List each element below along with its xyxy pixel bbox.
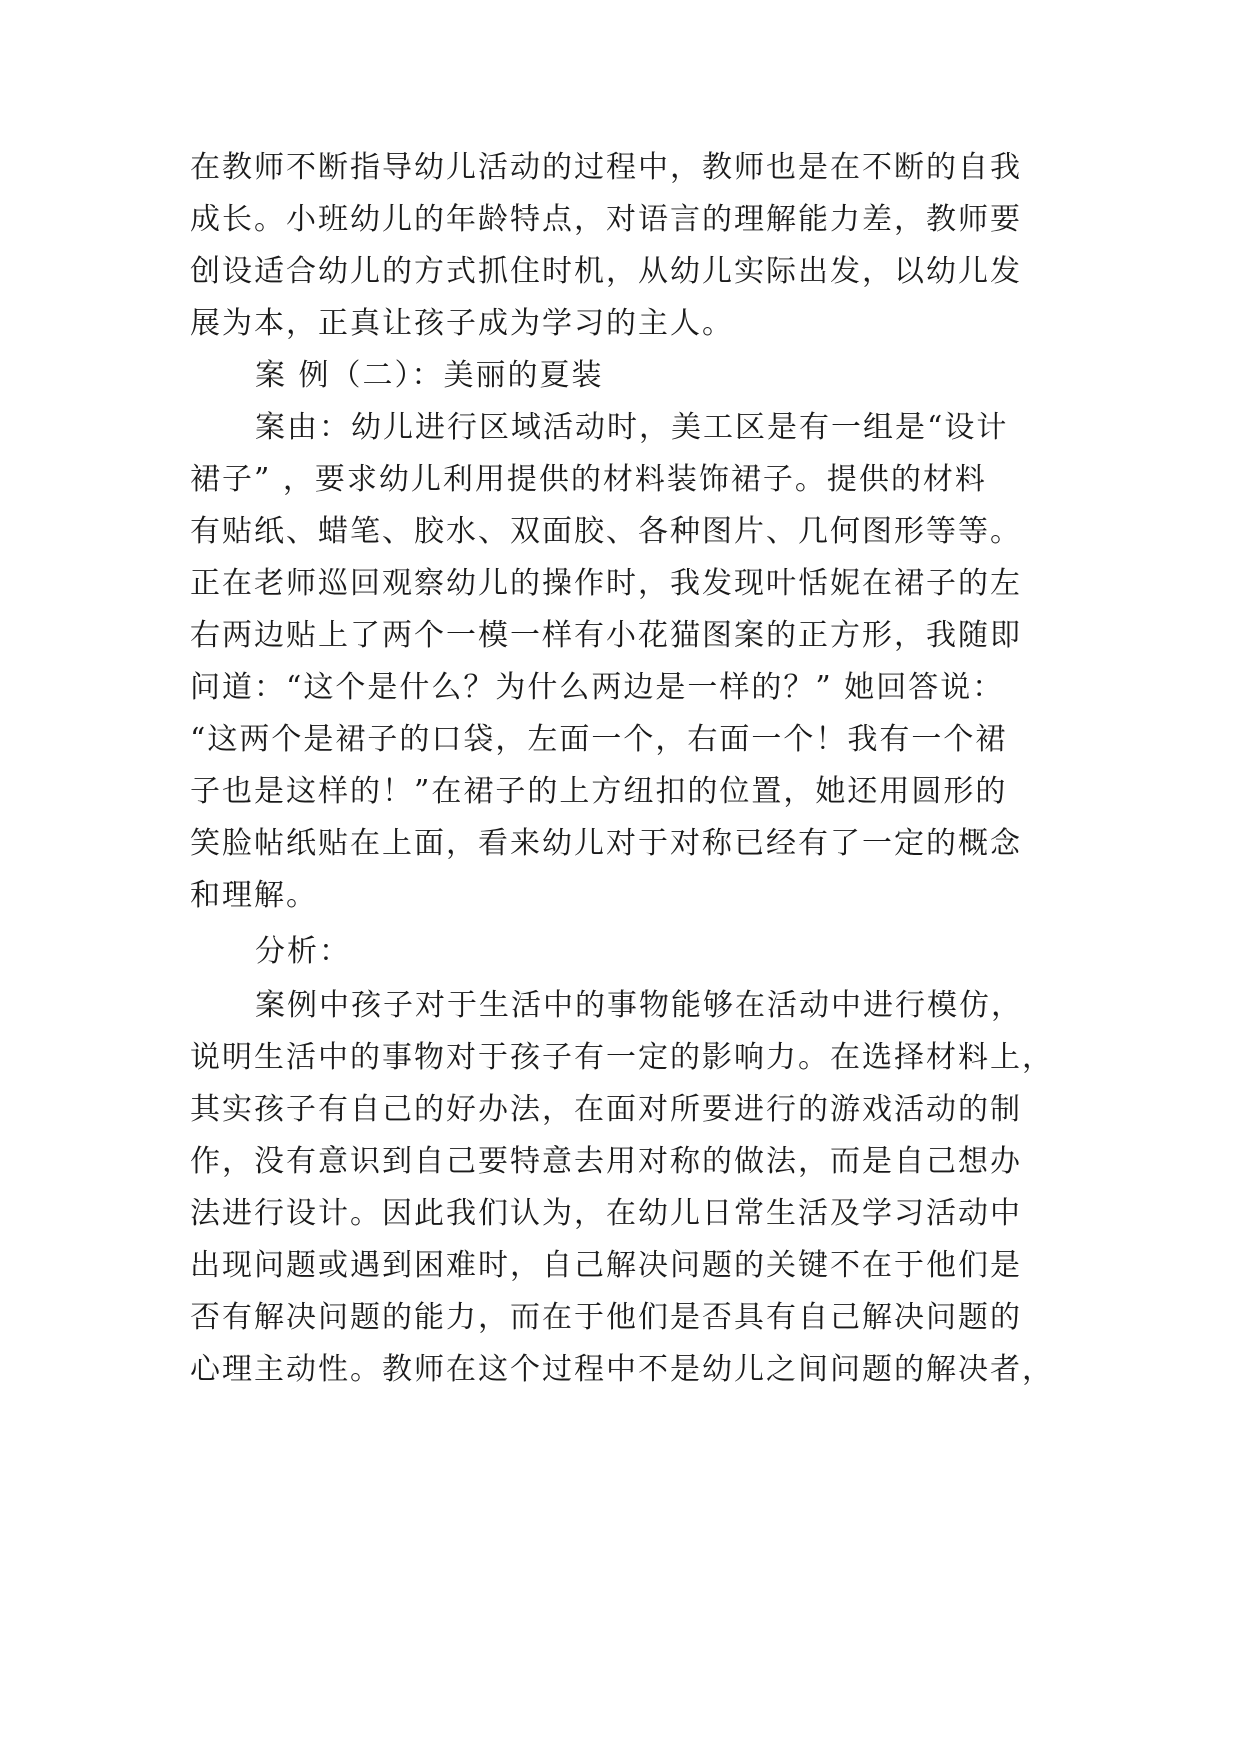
paragraph-line: 法进行设计。因此我们认为，在幼儿日常生活及学习活动中 [190, 1196, 1022, 1231]
paragraph-line: 作，没有意识到自己要特意去用对称的做法，而是自己想办 [190, 1144, 1022, 1179]
paragraph-line: 右两边贴上了两个一模一样有小花猫图案的正方形，我随即 [190, 618, 1022, 653]
paragraph-line: 笑脸帖纸贴在上面，看来幼儿对于对称已经有了一定的概念 [190, 826, 1022, 861]
paragraph-line: 出现问题或遇到困难时，自己解决问题的关键不在于他们是 [190, 1248, 1022, 1283]
paragraph-line: 展为本，正真让孩子成为学习的主人。 [190, 306, 734, 341]
paragraph-line: 成长。小班幼儿的年龄特点，对语言的理解能力差，教师要 [190, 202, 1022, 237]
paragraph-line: 案例中孩子对于生活中的事物能够在活动中进行模仿， [255, 988, 1023, 1023]
section-heading: 案 例（二）：美丽的夏装 [255, 358, 604, 393]
paragraph-line: 心理主动性。教师在这个过程中不是幼儿之间问题的解决者， [190, 1352, 1054, 1387]
paragraph-line: 问道：“这个是什么？为什么两边是一样的？” 她回答说： [190, 670, 1005, 705]
paragraph-line: 裙子” ，要求幼儿利用提供的材料装饰裙子。提供的材料 [190, 462, 987, 497]
paragraph-line: 有贴纸、蜡笔、胶水、双面胶、各种图片、几何图形等等。 [190, 514, 1022, 549]
paragraph-line: 其实孩子有自己的好办法，在面对所要进行的游戏活动的制 [190, 1092, 1022, 1127]
paragraph-line: “这两个是裙子的口袋，左面一个，右面一个！我有一个裙 [190, 722, 1008, 757]
paragraph-line: 子也是这样的！”在裙子的上方纽扣的位置，她还用圆形的 [190, 774, 1008, 809]
paragraph-line: 案由：幼儿进行区域活动时，美工区是有一组是“设计 [255, 410, 1009, 445]
analysis-heading: 分析： [255, 934, 351, 969]
paragraph-line: 创设适合幼儿的方式抓住时机，从幼儿实际出发，以幼儿发 [190, 254, 1022, 289]
paragraph-line: 和理解。 [190, 878, 318, 913]
paragraph-line: 说明生活中的事物对于孩子有一定的影响力。在选择材料上， [190, 1040, 1054, 1075]
paragraph-line: 正在老师巡回观察幼儿的操作时，我发现叶恬妮在裙子的左 [190, 566, 1022, 601]
paragraph-line: 否有解决问题的能力，而在于他们是否具有自己解决问题的 [190, 1300, 1022, 1335]
paragraph-line: 在教师不断指导幼儿活动的过程中，教师也是在不断的自我 [190, 150, 1022, 185]
